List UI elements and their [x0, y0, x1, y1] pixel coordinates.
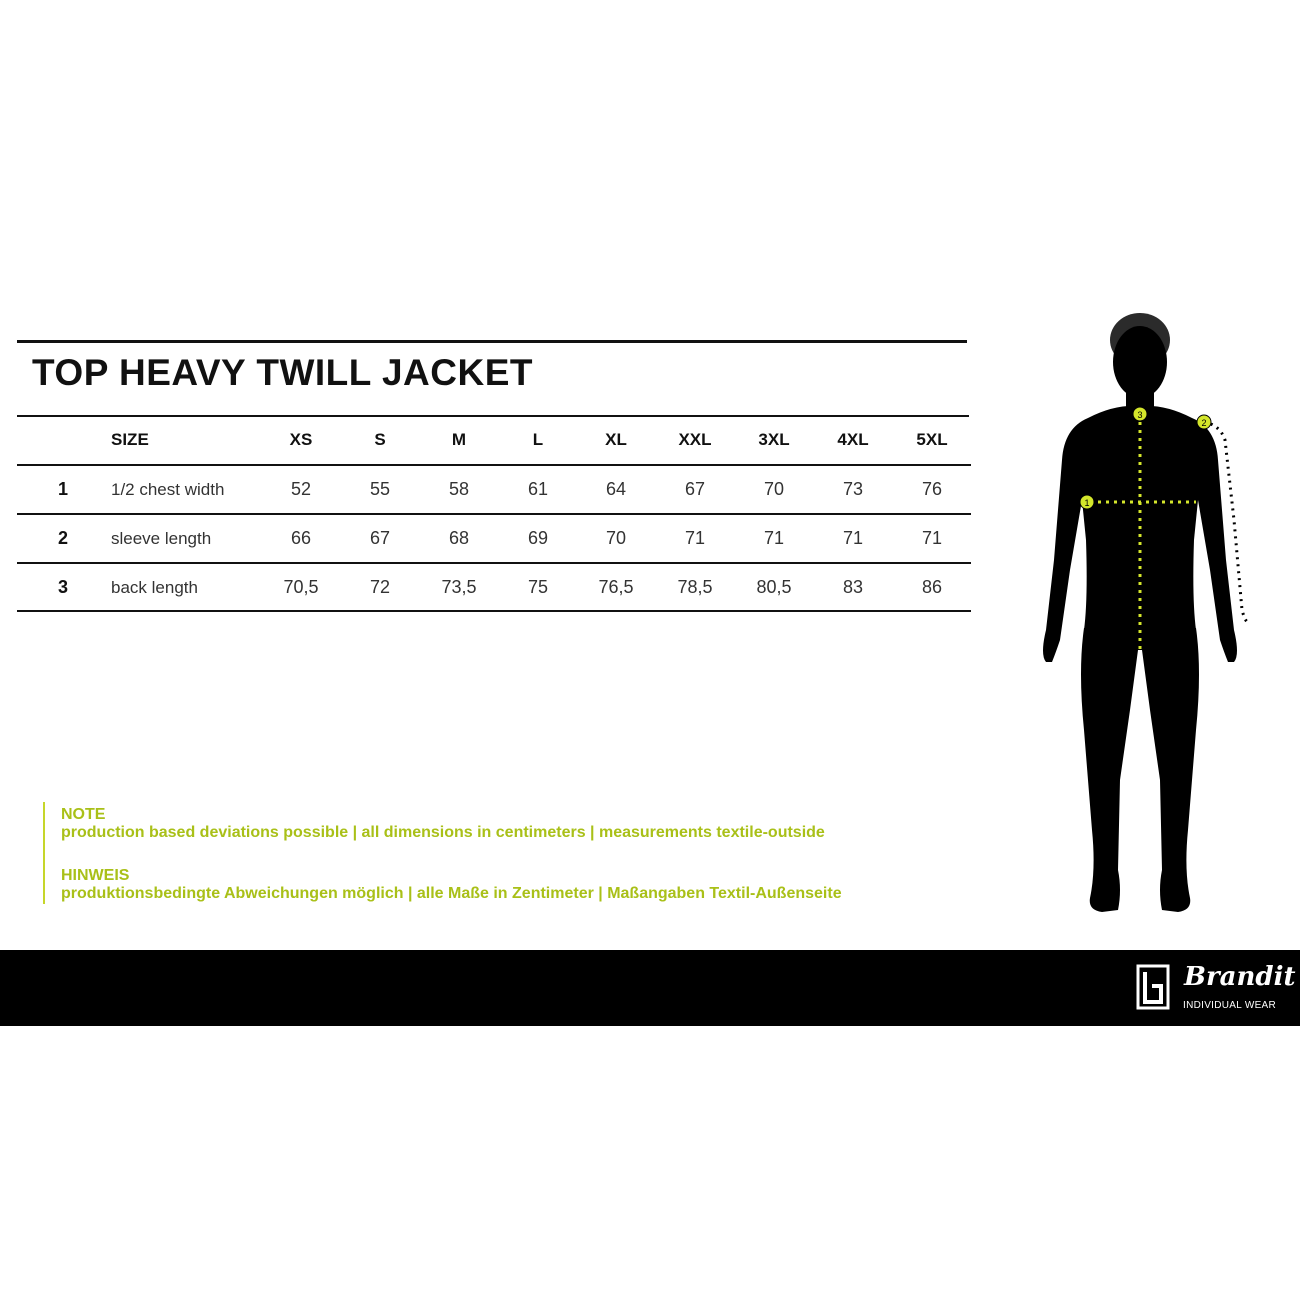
table-cell: 61: [527, 479, 549, 499]
table-cell: 72: [369, 577, 391, 597]
table-cell: 71: [684, 528, 706, 548]
marker-3-label: 3: [1137, 410, 1143, 420]
brand-name: Brandit: [1184, 962, 1296, 992]
marker-3-icon: [1133, 407, 1147, 421]
table-cell: 73,5: [441, 577, 477, 597]
size-header-s: S: [374, 430, 386, 449]
body-silhouette-figure: [1020, 310, 1270, 920]
table-cell: 73: [842, 479, 864, 499]
page-title: TOP HEAVY TWILL JACKET: [32, 352, 533, 393]
size-header-3xl: 3XL: [758, 430, 790, 449]
table-cell: 55: [369, 479, 391, 499]
table-cell: 71: [842, 528, 864, 548]
table-cell: 75: [527, 577, 549, 597]
table-cell: 58: [448, 479, 470, 499]
note-text-en: production based deviations possible | all dimensions in centimeters | measurements textile-outside: [61, 824, 825, 841]
brand-footer: [0, 950, 1300, 1026]
row3-bottom-rule: [17, 610, 971, 612]
row1-bottom-rule: [17, 513, 971, 515]
marker-1-label: 1: [1084, 498, 1090, 508]
row-number: 2: [57, 528, 68, 548]
note-text-de: produktionsbedingte Abweichungen möglich | alle Maße in Zentimeter | Maßangaben Textil-Außenseite: [61, 885, 842, 902]
size-header-label: SIZE: [111, 430, 149, 449]
note-heading-en: NOTE: [61, 806, 106, 823]
table-cell: 78,5: [677, 577, 713, 597]
table-cell: 70: [605, 528, 627, 548]
table-cell: 69: [527, 528, 549, 548]
header-bottom-rule: [17, 464, 971, 466]
size-header-5xl: 5XL: [916, 430, 948, 449]
size-header-xs: XS: [289, 430, 313, 449]
marker-2-icon: [1197, 415, 1211, 429]
table-cell: 52: [290, 479, 312, 499]
table-cell: 68: [448, 528, 470, 548]
row2-bottom-rule: [17, 562, 971, 564]
marker-2-label: 2: [1201, 418, 1207, 428]
row-label: back length: [111, 578, 198, 597]
table-top-rule: [17, 415, 969, 417]
table-cell: 71: [921, 528, 943, 548]
size-header-l: L: [532, 430, 544, 449]
brand-tagline: INDIVIDUAL WEAR: [1183, 1000, 1277, 1011]
row-label: sleeve length: [111, 529, 212, 548]
table-cell: 70,5: [283, 577, 319, 597]
table-cell: 70: [763, 479, 785, 499]
row-label: 1/2 chest width: [111, 480, 225, 499]
table-cell: 67: [369, 528, 391, 548]
table-cell: 80,5: [756, 577, 792, 597]
size-header-4xl: 4XL: [837, 430, 869, 449]
table-cell: 67: [684, 479, 706, 499]
silhouette-icon: [1043, 313, 1237, 912]
table-cell: 66: [290, 528, 312, 548]
brand-logo-icon: [1136, 964, 1170, 1010]
table-cell: 76: [921, 479, 943, 499]
table-cell: 64: [605, 479, 627, 499]
marker-1-icon: [1080, 495, 1094, 509]
table-cell: 83: [842, 577, 864, 597]
title-top-rule: [17, 340, 967, 343]
note-heading-de: HINWEIS: [61, 867, 130, 884]
note-accent-bar: [43, 802, 45, 904]
row-number: 3: [57, 577, 68, 597]
size-header-xl: XL: [605, 430, 627, 449]
table-cell: 76,5: [598, 577, 634, 597]
table-cell: 86: [921, 577, 943, 597]
size-header-m: M: [451, 430, 467, 449]
table-cell: 71: [763, 528, 785, 548]
size-header-xxl: XXL: [678, 430, 712, 449]
row-number: 1: [57, 479, 68, 499]
